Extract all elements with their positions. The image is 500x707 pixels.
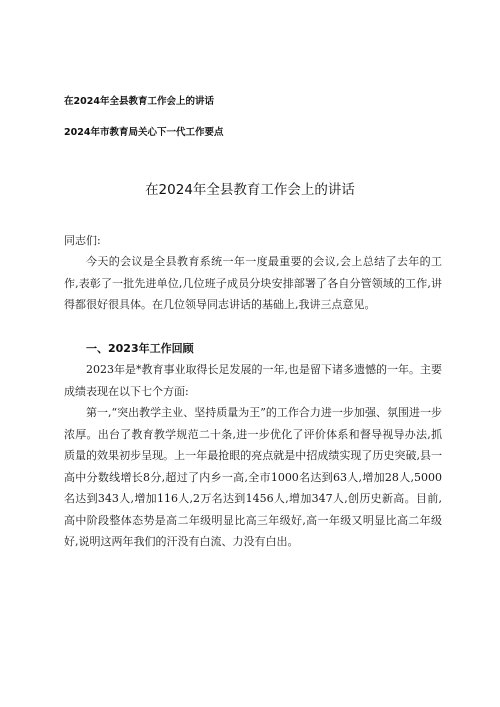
toc-link-care-next-generation-plan[interactable]: 2024年市教育局关心下一代工作要点: [64, 127, 224, 138]
paragraph-summary: 2023年是*教育事业取得长足发展的一年,也是留下诸多遗憾的一年。主要成绩表现在以下七个方面:: [64, 363, 442, 398]
toc-link-county-education-speech[interactable]: 在2024年全县教育工作会上的讲话: [64, 96, 214, 107]
paragraph-opening: 今天的会议是全县教育系统一年一度最重要的会议,会上总结了去年的工作,表彰了一批先进单位,几位班子成员分块安排部署了各自分管领域的工作,讲得都很好很具体。在几位领导同志讲话的基础上,我讲三点意见。: [64, 255, 442, 311]
salutation: 同志们:: [64, 234, 101, 247]
paragraph-point-one: 第一,“突出教学主业、坚持质量为王”的工作合力进一步加强、氛围进一步浓厚。出台了教育教学规范二十条,进一步优化了评价体系和督导视导办法,抓质量的效果初步呈现。上一年最抢眼的亮点就是中招成绩实现了历史突破,县一高中分数线增长8分,超过了内乡一高,全市1000名达到63人,增加28人,5000名达到343人,增加116人,2万名达到1456人,增加347人,创历史新高。目前,高中阶段整体态势是高二年级明显比高三年级好,高一年级又明显比高二年级好,说明这两年我们的汗没有白流、力没有白出。: [64, 406, 442, 548]
document-title: 在2024年全县教育工作会上的讲话: [145, 182, 355, 198]
section-heading-review: 一、2023年工作回顾: [86, 342, 194, 355]
